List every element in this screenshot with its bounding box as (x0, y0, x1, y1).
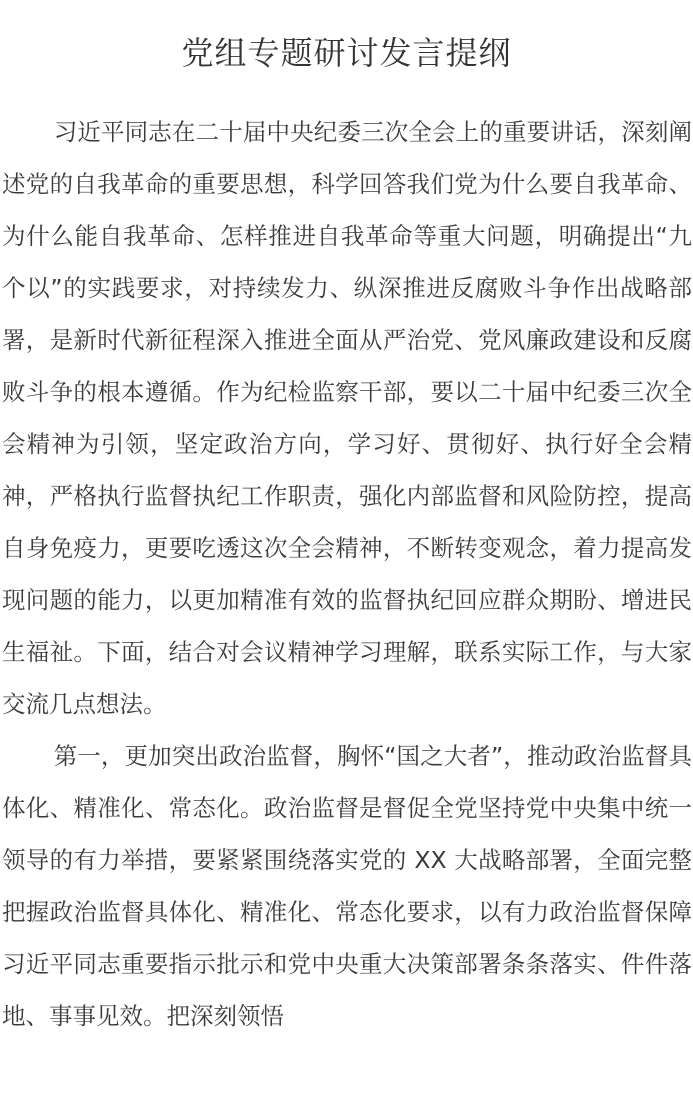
document-title: 党组专题研讨发言提纲 (181, 34, 512, 72)
document-body (2, 106, 692, 1042)
paragraph-point-one: 第一，更加突出政治监督，胸怀“国之大者”，推动政治监督具体化、精准化、常态化。政治监督是督促全党坚持党中央集中统一领导的有力举措，要紧紧围绕落实党的 XX 大战略部署，全面完整把握政治监督具体化、精准化、常态化要求，以有力政治监督保障习近平同志重要指示批示和党中央重大决策部署条条落实、件件落地、事事见效。把深刻领悟 (2, 742, 692, 1030)
paragraph-intro: 习近平同志在二十届中央纪委三次全会上的重要讲话，深刻阐述党的自我革命的重要思想，科学回答我们党为什么要自我革命、为什么能自我革命、怎样推进自我革命等重大问题，明确提出“九个以”的实践要求，对持续发力、纵深推进反腐败斗争作出战略部署，是新时代新征程深入推进全面从严治党、党风廉政建设和反腐败斗争的根本遵循。作为纪检监察干部，要以二十届中纪委三次全会精神为引领，坚定政治方向，学习好、贯彻好、执行好全会精神，严格执行监督执纪工作职责，强化内部监督和风险防控，提高自身免疫力，更要吃透这次全会精神，不断转变观念，着力提高发现问题的能力，以更加精准有效的监督执纪回应群众期盼、增进民生福祉。下面，结合对会议精神学习理解，联系实际工作，与大家交流几点想法。 (2, 118, 692, 718)
